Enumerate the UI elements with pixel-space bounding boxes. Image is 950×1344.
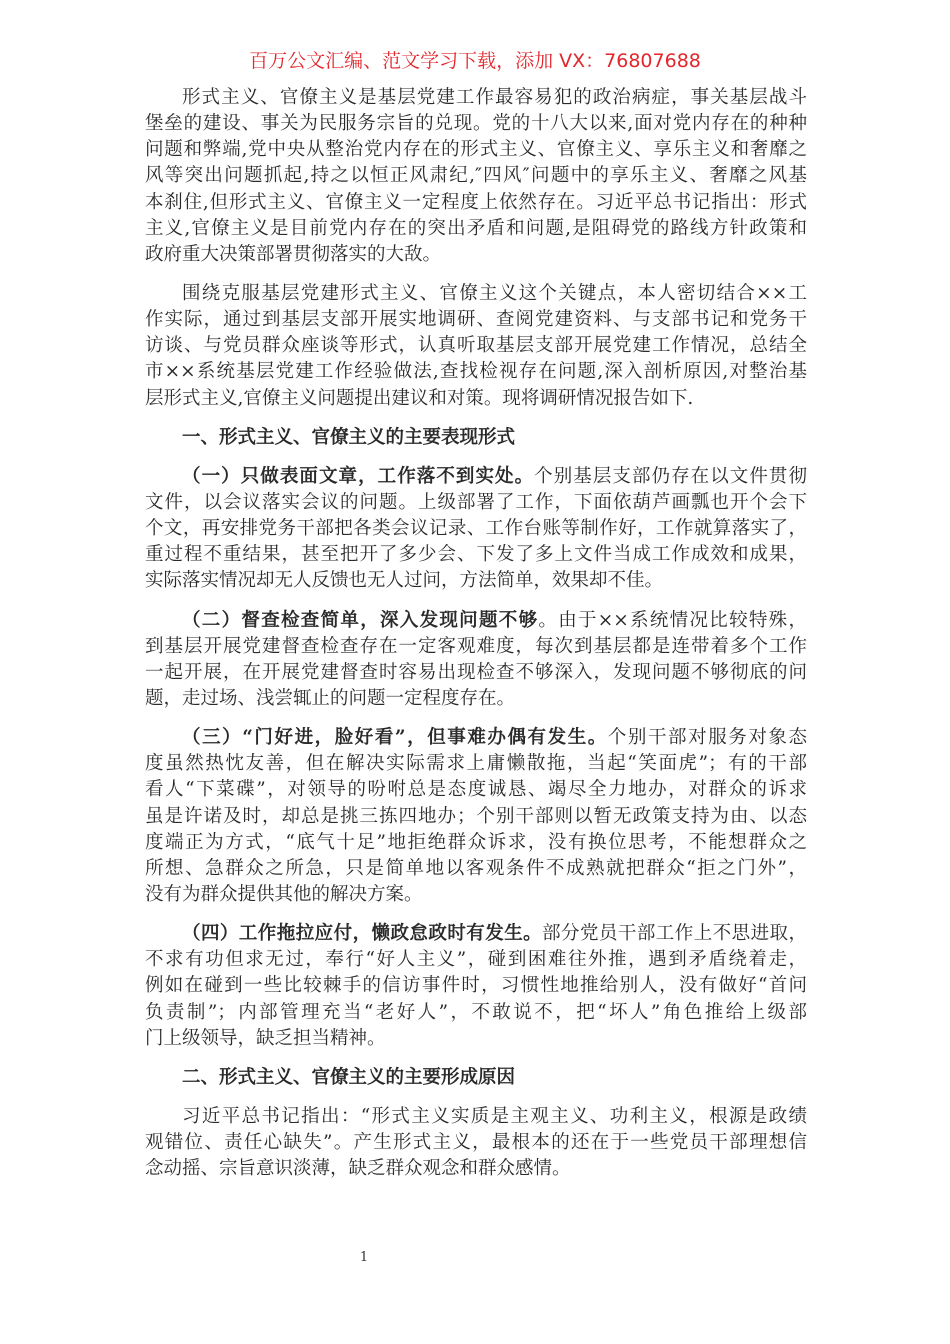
text-line [145,490,807,516]
text-line [145,1104,807,1130]
text-line [145,359,807,385]
line-text: 到基层开展党建督查检查存在一定客观难度，每次到基层都是连带着多个工作 [145,635,807,657]
line-text: 风等突出问题抓起,持之以恒正风肃纪,″四风″问题中的享乐主义、奢靡之风基 [145,165,807,187]
text-line [145,725,807,751]
text-line [145,973,807,999]
text-line [145,137,807,163]
subsection-lead: （三）“门好进，脸好看”，但事难办偶有发生。 [182,727,608,749]
paragraph [145,921,807,1052]
line-text: 文件，以会议落实会议的问题。上级部署了工作，下面依葫芦画瓢也开个会下 [145,491,807,513]
line-text: 市××系统基层党建工作经验做法,查找检视存在问题,深入剖析原因,对整治基 [145,361,807,383]
document-body [145,85,807,1195]
text-line [145,856,807,882]
subsection-lead: （一）只做表面文章，工作落不到实处。 [182,465,535,487]
text-line [145,1065,807,1091]
text-line [145,163,807,189]
text-line [145,568,807,594]
line-text: 堡垒的建设、事关为民服务宗旨的兑现。党的十八大以来,面对党内存在的种种 [145,113,807,135]
text-line [145,921,807,947]
text-line [145,386,807,412]
line-text: 所想、急群众之所急，只是简单地以客观条件不成熟就把群众“拒之门外”， [145,857,807,879]
text-line [145,1000,807,1026]
text-line [145,281,807,307]
line-text: 层形式主义,官僚主义问题提出建议和对策。现将调研情况报告如下. [145,387,694,409]
text-line [145,516,807,542]
watermark-banner: 百万公文汇编、范文学习下载，添加 VX：76807688 [249,50,701,72]
line-text: 个别干部对服务对象态 [607,727,807,749]
line-text: 实际落实情况却无人反馈也无人过问，方法简单，效果却不佳。 [145,570,664,592]
paragraph [145,281,807,412]
line-text: 本刹住,但形式主义、官僚主义一定程度上依然存在。习近平总书记指出：形式 [145,191,807,213]
line-text: 围绕克服基层党建形式主义、官僚主义这个关键点，本人密切结合××工 [182,282,807,304]
text-line [145,777,807,803]
section-heading [145,1065,807,1091]
text-line [145,660,807,686]
line-text: 没有为群众提供其他的解决方案。 [145,883,423,905]
line-text: 念动摇、宗旨意识淡薄，缺乏群众观念和群众感情。 [145,1158,571,1180]
paragraph [145,608,807,713]
text-line [145,947,807,973]
line-text: 习近平总书记指出：“形式主义实质是主观主义、功利主义，根源是政绩 [182,1105,807,1127]
line-text: 看人“下菜碟”，对领导的吩咐总是态度诚恳、竭尽全力地办，对群众的诉求 [145,779,807,801]
line-text: 题，走过场、浅尝辄止的问题一定程度存在。 [145,687,516,709]
text-line [145,242,807,268]
text-line [145,464,807,490]
text-line [145,804,807,830]
subsection-lead: （四）工作拖拉应付，懒政怠政时有发生。 [182,923,543,945]
line-text: 个别基层支部仍存在以文件贯彻 [534,465,807,487]
subsection-lead: （二）督查检查简单，深入发现问题不够 [182,609,539,631]
line-text: 负责制”；内部管理充当“老好人”，不敢说不，把“坏人”角色推给上级部 [145,1001,807,1023]
text-line [145,634,807,660]
line-text: 不求有功但求无过，奉行“好人主义”，碰到困难往外推，遇到矛盾绕着走， [145,949,807,971]
line-text: 一起开展，在开展党建督查时容易出现检查不够深入，发现问题不够彻底的问 [145,661,807,683]
page-number: 1 [359,1250,369,1265]
text-line [145,333,807,359]
line-text: 重过程不重结果，甚至把开了多少会、下发了多上文件当成工作成效和成果， [145,544,807,566]
paragraph [145,1104,807,1182]
text-line [145,1026,807,1052]
line-text: 个文，再安排党务干部把各类会议记录、工作台账等制作好，工作就算落实了， [145,518,807,540]
line-text: 门上级领导，缺乏担当精神。 [145,1027,386,1049]
text-line [145,608,807,634]
section-heading [145,425,807,451]
text-line [145,307,807,333]
line-text: 例如在碰到一些比较棘手的信访事件时，习惯性地推给别人，没有做好“首问 [145,975,807,997]
text-line [145,1156,807,1182]
line-text: 。由于××系统情况比较特殊， [538,609,807,631]
text-line [145,542,807,568]
text-line [145,216,807,242]
text-line [145,1130,807,1156]
text-line [145,882,807,908]
line-text: 部分党员干部工作上不思进取， [542,923,807,945]
line-text: 形式主义、官僚主义是基层党建工作最容易犯的政治病症，事关基层战斗 [182,87,807,108]
text-line [145,190,807,216]
line-text: 一、形式主义、官僚主义的主要表现形式 [182,426,516,448]
text-line [145,751,807,777]
line-text: 政府重大决策部署贯彻落实的大敌。 [145,243,442,265]
line-text: 问题和弊端,党中央从整治党内存在的形式主义、官僚主义、享乐主义和奢靡之 [145,139,807,161]
line-text: 度端正为方式，“底气十足”地拒绝群众诉求，没有换位思考，不能想群众之 [145,831,807,853]
line-text: 作实际，通过到基层支部开展实地调研、查阅党建资料、与支部书记和党务干 [145,309,807,331]
text-line [145,830,807,856]
line-text: 访谈、与党员群众座谈等形式，认真听取基层支部开展党建工作情况，总结全 [145,335,807,357]
paragraph [145,464,807,595]
line-text: 虽是许诺及时，却总是挑三拣四地办；个别干部则以暂无政策支持为由、以态 [145,805,807,827]
line-text: 观错位、责任心缺失”。产生形式主义，最根本的还在于一些党员干部理想信 [145,1132,807,1154]
text-line [145,686,807,712]
line-text: 主义,官僚主义是目前党内存在的突出矛盾和问题,是阻碍党的路线方针政策和 [145,217,807,239]
paragraph [145,85,807,268]
text-line [145,85,807,111]
paragraph [145,725,807,908]
line-text: 二、形式主义、官僚主义的主要形成原因 [182,1066,516,1088]
line-text: 度虽然热忱友善，但在解决实际需求上庸懒散拖，当起“笑面虎”；有的干部 [145,753,807,775]
text-line [145,425,807,451]
text-line [145,111,807,137]
